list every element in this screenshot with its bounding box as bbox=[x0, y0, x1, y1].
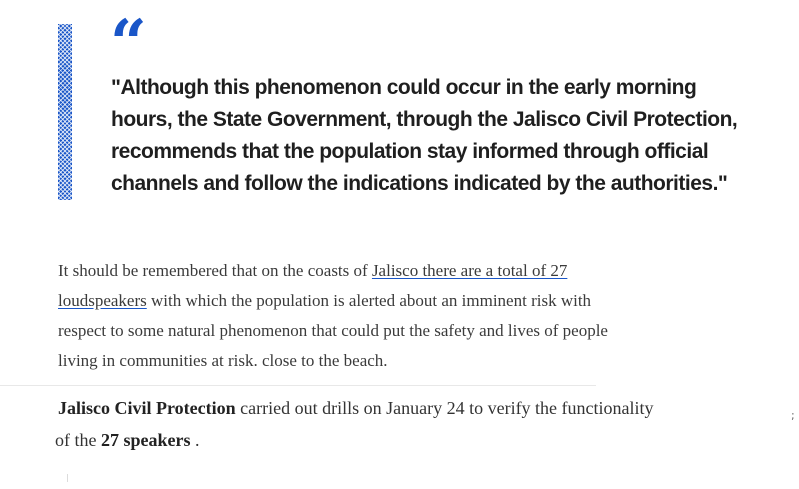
blockquote-line: recommends that the population stay informed through official bbox=[111, 140, 709, 163]
blockquote-line: channels and follow the indications indicated by the authorities." bbox=[111, 172, 728, 195]
article-paragraph bbox=[58, 256, 738, 376]
paragraph-line bbox=[58, 256, 738, 286]
paragraph-line: respect to some natural phenomenon that could put the safety and lives of people bbox=[58, 321, 608, 340]
blockquote-text bbox=[111, 72, 783, 200]
loudspeakers-link[interactable]: Jalisco there are a total of 27 bbox=[371, 261, 568, 280]
loudspeakers-link-continued[interactable]: loudspeakers bbox=[58, 291, 147, 310]
paragraph-text: of the bbox=[55, 430, 101, 450]
paragraph-line bbox=[55, 424, 755, 456]
paragraph-text: with which the population is alerted about an imminent risk with bbox=[146, 291, 592, 310]
decorative-tick bbox=[67, 474, 68, 482]
section-divider bbox=[0, 385, 596, 386]
stray-glyph: ; bbox=[791, 409, 795, 422]
emphasis-text: Jalisco Civil Protection bbox=[58, 398, 236, 418]
article-paragraph-drills bbox=[55, 392, 755, 456]
emphasis-text: 27 speakers bbox=[100, 430, 191, 450]
blockquote-line: "Although this phenomenon could occur in the early morning bbox=[111, 76, 697, 99]
quote-mark-icon: “ bbox=[110, 6, 141, 81]
blockquote-line: hours, the State Government, through the Jalisco Civil Protection, bbox=[111, 108, 738, 131]
paragraph-text: It should be remembered that on the coasts of bbox=[58, 261, 372, 280]
paragraph-line bbox=[58, 286, 738, 316]
paragraph-line: living in communities at risk. close to the beach. bbox=[58, 351, 388, 370]
paragraph-line bbox=[55, 392, 755, 424]
paragraph-text: . bbox=[190, 430, 200, 450]
paragraph-text: carried out drills on January 24 to verify the functionality bbox=[235, 398, 654, 418]
quote-accent-bar bbox=[58, 24, 72, 200]
